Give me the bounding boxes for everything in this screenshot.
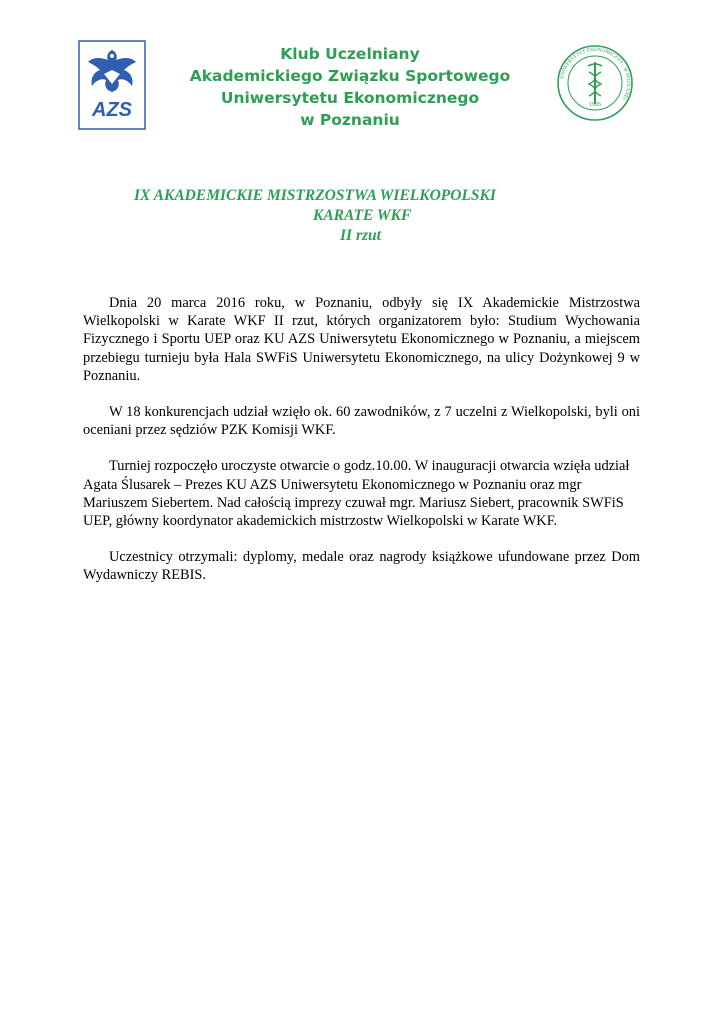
paragraph-1: Dnia 20 marca 2016 roku, w Poznaniu, odbyły się IX Akademickie Mistrzostwa Wielkopolski w Karate WKF II rzut, których organizatorem było: Studium Wychowania Fizycznego i Sportu UEP oraz KU AZS Uniwersytetu Ekonomicznego w Poznaniu, a miejscem przebiegu turnieju była Hala SWFiS Uniwersytetu Ekonomicznego, na ulicy Dożynkowej 9 w Poznaniu. — [83, 295, 640, 384]
university-seal-icon — [556, 44, 634, 122]
svg-text:1926: 1926 — [589, 102, 601, 108]
paragraph-3: Turniej rozpoczęło uroczyste otwarcie o godz.10.00. W inauguracji otwarcia wzięła udział Agata Ślusarek – Prezes KU AZS Uniwersytetu Ekonomicznego w Poznaniu oraz mgr Mariuszem Siebertem. Nad całością imprezy czuwał mgr. Mariusz Siebert, pracownik SWFiS UEP, główny koordynator akademickich mistrzostw Wielkopolski w Karate WKF. — [83, 458, 630, 530]
club-line-4: w Poznaniu — [300, 111, 400, 129]
azs-eagle-logo-icon — [78, 40, 146, 130]
club-line-1: Klub Uczelniany — [280, 45, 420, 63]
club-name — [150, 43, 550, 131]
club-line-2: Akademickiego Związku Sportowego — [189, 67, 511, 85]
paragraph-2: W 18 konkurencjach udział wzięło ok. 60 zawodników, z 7 uczelni z Wielkopolski, byli oni oceniani przez sędziów PZK Komisji WKF. — [83, 404, 640, 439]
svg-text:AZS: AZS — [92, 99, 132, 121]
title-line-3: II rzut — [340, 227, 381, 244]
title-line-1: IX AKADEMICKIE MISTRZOSTWA WIELKOPOLSKI — [134, 187, 496, 204]
svg-text:UNIWERSYTET EKONOMICZNY · W PO: UNIWERSYTET EKONOMICZNY · W POZNANIU — [559, 46, 632, 102]
azs-logo — [78, 40, 146, 130]
club-line-3: Uniwersytetu Ekonomicznego — [220, 89, 480, 107]
article-body — [83, 294, 640, 603]
paragraph-4: Uczestnicy otrzymali: dyplomy, medale oraz nagrody książkowe ufundowane przez Dom Wydawniczy REBIS. — [83, 549, 640, 584]
title-line-2: KARATE WKF — [313, 207, 412, 224]
university-seal — [556, 44, 634, 122]
